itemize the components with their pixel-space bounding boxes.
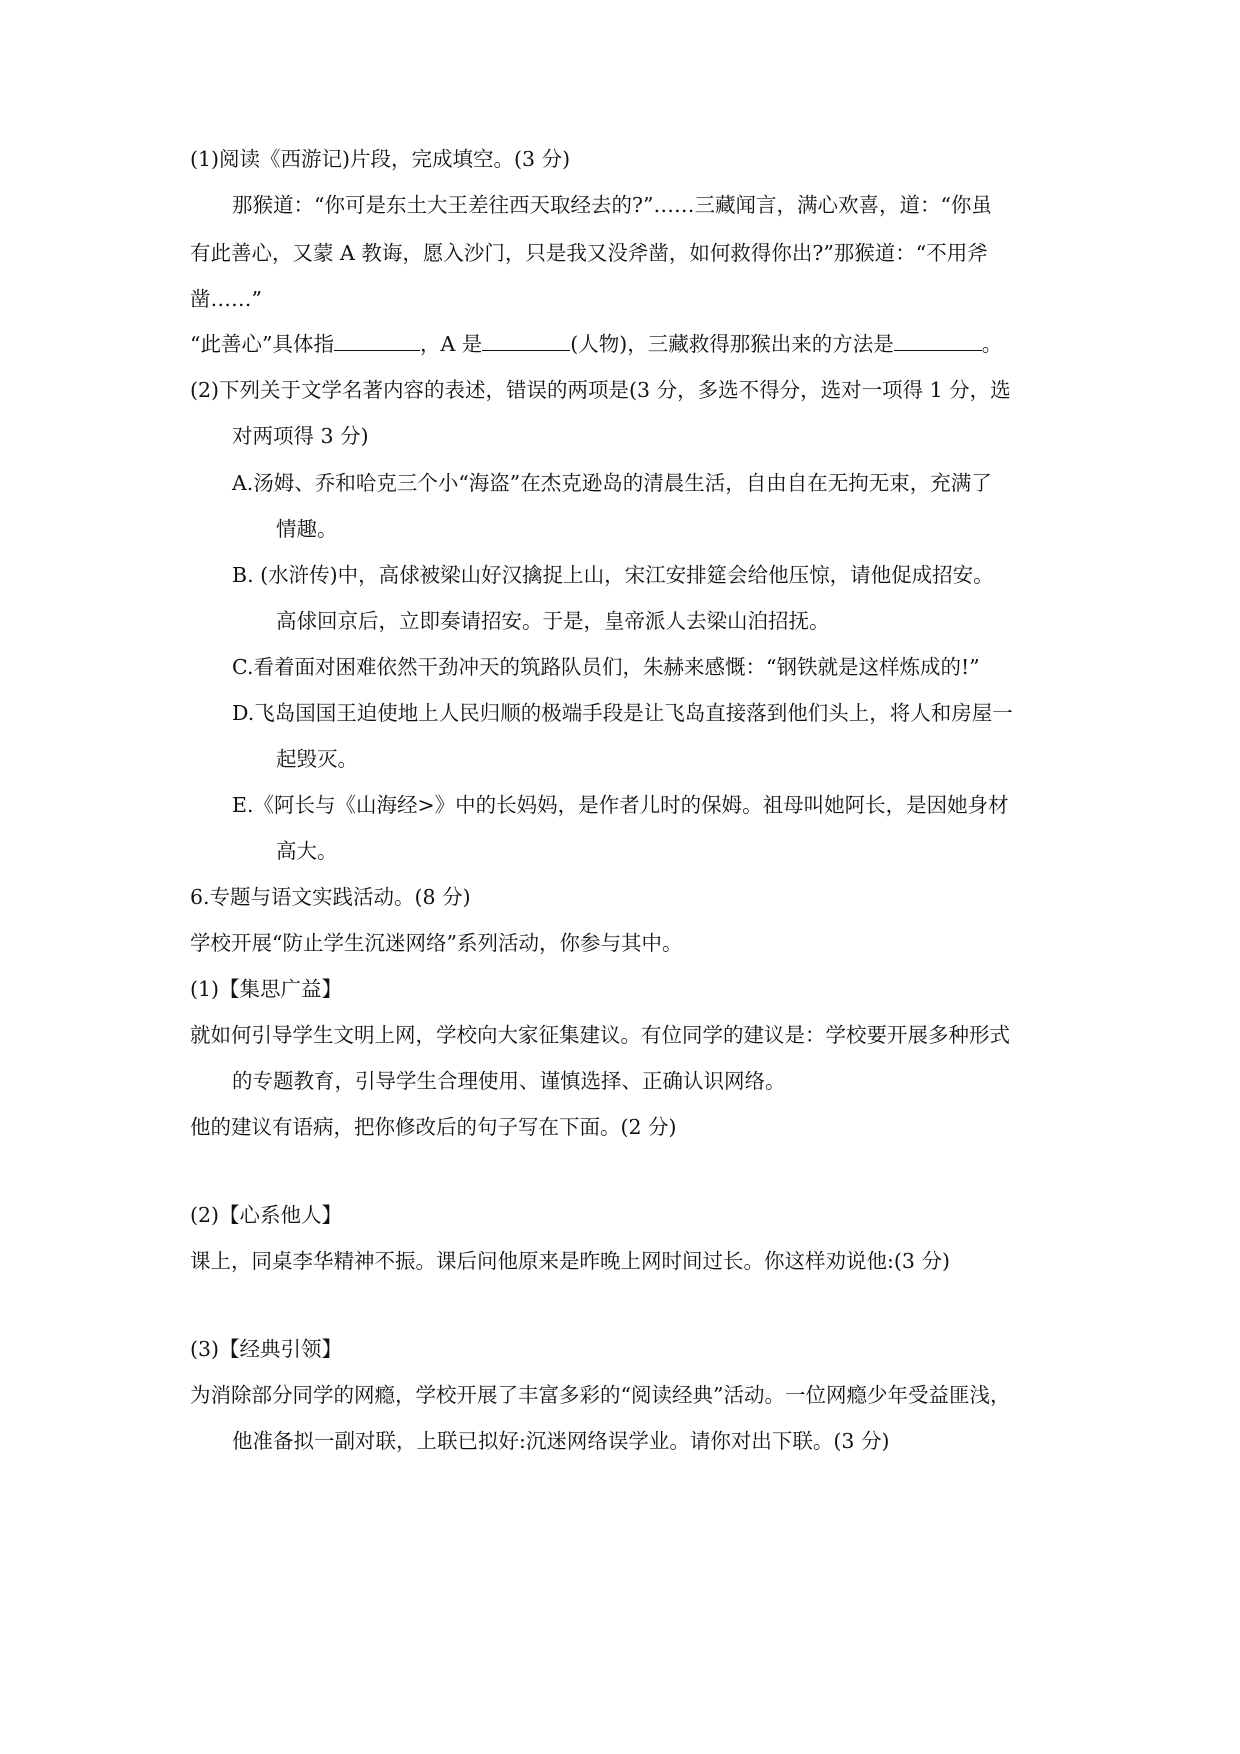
option-b-line1: B. (水浒传)中，高俅被梁山好汉擒捉上山，宋江安排筵会给他压惊，请他促成招安。 (232, 563, 994, 587)
option-e-line1: E.《阿长与《山海经>》中的长妈妈，是作者儿时的保姆。祖母叫她阿长，是因她身材 (232, 793, 1009, 817)
q6-3-title: (3)【经典引领】 (190, 1337, 343, 1361)
q6-3-line1: 为消除部分同学的网瘾，学校开展了丰富多彩的“阅读经典”活动。一位网瘾少年受益匪浅， (190, 1383, 1011, 1407)
q5-1-title: (1)阅读《西游记)片段，完成填空。(3 分) (190, 147, 571, 171)
option-a-line1: A.汤姆、乔和哈克三个小“海盗”在杰克逊岛的清晨生活，自由自在无拘无束，充满了 (232, 471, 992, 495)
answer-blank-3[interactable] (894, 330, 982, 351)
q5-2-title-line1: (2)下列关于文学名著内容的表述，错误的两项是(3 分，多选不得分，选对一项得 1 分，选 (190, 378, 1011, 402)
fill-text-a: “此善心”具体指 (190, 332, 334, 356)
q5-1-passage-line3: 凿……” (190, 287, 262, 311)
option-d-line2: 起毁灭。 (276, 747, 358, 771)
q6-1-line3: 他的建议有语病，把你修改后的句子写在下面。(2 分) (190, 1115, 677, 1139)
fill-text-b: ，A 是 (419, 332, 483, 356)
q6-1-line1: 就如何引导学生文明上网，学校向大家征集建议。有位同学的建议是：学校要开展多种形式 (190, 1023, 1010, 1047)
option-d-line1: D.飞岛国国王迫使地上人民归顺的极端手段是让飞岛直接落到他们头上，将人和房屋一 (232, 701, 1013, 725)
option-a-line2: 情趣。 (276, 517, 338, 541)
q6-2-line1: 课上，同桌李华精神不振。课后问他原来是昨晚上网时间过长。你这样劝说他:(3 分) (190, 1249, 950, 1273)
q6-1-title: (1)【集思广益】 (190, 977, 343, 1001)
q6-title: 6.专题与语文实践活动。(8 分) (190, 885, 471, 909)
fill-text-d: 。 (981, 332, 1003, 356)
fill-text-c: (人物)，三藏救得那猴出来的方法是 (570, 332, 894, 356)
option-b-line2: 高俅回京后，立即奏请招安。于是，皇帝派人去梁山泊招抚。 (276, 609, 830, 633)
q5-2-title-line2: 对两项得 3 分) (232, 424, 369, 448)
q6-1-line2: 的专题教育，引导学生合理使用、谨慎选择、正确认识网络。 (232, 1069, 786, 1093)
q6-3-line2: 他准备拟一副对联，上联已拟好:沉迷网络误学业。请你对出下联。(3 分) (232, 1429, 890, 1453)
q5-1-fill-blank-line (190, 330, 1002, 358)
q6-intro: 学校开展“防止学生沉迷网络”系列活动，你参与其中。 (190, 931, 683, 955)
answer-blank-2[interactable] (482, 330, 570, 351)
option-c-line1: C.看着面对困难依然干劲冲天的筑路队员们，朱赫来感慨：“钢铁就是这样炼成的!” (232, 655, 980, 679)
option-e-line2: 高大。 (276, 839, 338, 863)
q5-1-passage-line1: 那猴道：“你可是东土大王差往西天取经去的?”……三藏闻言，满心欢喜，道：“你虽 (232, 193, 992, 217)
q6-2-title: (2)【心系他人】 (190, 1203, 343, 1227)
answer-blank-1[interactable] (334, 330, 420, 351)
q5-1-passage-line2: 有此善心，又蒙 A 教诲，愿入沙门，只是我又没斧凿，如何救得你出?”那猴道：“不用斧 (190, 241, 988, 265)
